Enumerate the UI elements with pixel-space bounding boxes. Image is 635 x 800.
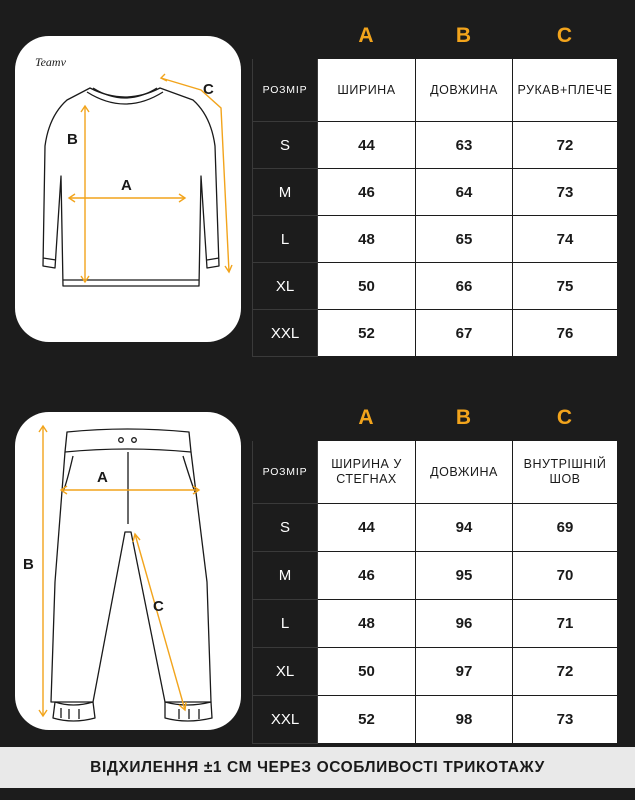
table-row [253, 648, 618, 696]
value-cell: 44 [318, 504, 416, 552]
size-cell: L [253, 600, 318, 648]
pants-size-table [252, 395, 618, 744]
value-cell: 73 [513, 169, 618, 216]
value-cell: 63 [416, 122, 513, 169]
size-header: РОЗМІР [253, 441, 318, 504]
letter-row [253, 396, 618, 441]
column-letter-c: C [513, 396, 618, 441]
table-row [253, 504, 618, 552]
value-cell: 96 [416, 600, 513, 648]
header-hip-width: ШИРИНА У СТЕГНАХ [318, 441, 416, 504]
table-row [253, 169, 618, 216]
value-cell: 70 [513, 552, 618, 600]
value-cell: 44 [318, 122, 416, 169]
table-row [253, 310, 618, 357]
label-a: A [97, 469, 108, 486]
size-cell: XL [253, 648, 318, 696]
value-cell: 66 [416, 263, 513, 310]
value-cell: 46 [318, 169, 416, 216]
pants-diagram [15, 412, 241, 730]
value-cell: 72 [513, 122, 618, 169]
column-letter-a: A [318, 14, 416, 59]
measure-line-c [135, 534, 185, 710]
size-cell: S [253, 504, 318, 552]
brand-logo: Teamv [35, 55, 66, 69]
value-cell: 74 [513, 216, 618, 263]
measure-lines [69, 74, 232, 282]
header-length: ДОВЖИНА [416, 441, 513, 504]
size-cell: M [253, 552, 318, 600]
column-letter-b: B [416, 14, 513, 59]
size-cell: M [253, 169, 318, 216]
header-width: ШИРИНА [318, 59, 416, 122]
label-a: A [121, 177, 132, 194]
value-cell: 71 [513, 600, 618, 648]
header-row [253, 59, 618, 122]
label-c: C [203, 81, 214, 98]
size-cell: XXL [253, 310, 318, 357]
size-cell: XXL [253, 696, 318, 744]
header-inseam: ВНУТРІШНІЙ ШОВ [513, 441, 618, 504]
value-cell: 97 [416, 648, 513, 696]
label-b: B [23, 556, 34, 573]
footer-bar [0, 747, 635, 788]
value-cell: 76 [513, 310, 618, 357]
value-cell: 94 [416, 504, 513, 552]
measure-lines [39, 426, 199, 716]
value-cell: 65 [416, 216, 513, 263]
pants-outline [51, 429, 212, 721]
table-row [253, 263, 618, 310]
value-cell: 48 [318, 216, 416, 263]
label-b: B [67, 131, 78, 148]
value-cell: 73 [513, 696, 618, 744]
column-letter-c: C [513, 14, 618, 59]
value-cell: 98 [416, 696, 513, 744]
header-length: ДОВЖИНА [416, 59, 513, 122]
value-cell: 52 [318, 310, 416, 357]
tolerance-note: ВІДХИЛЕННЯ ±1 СМ ЧЕРЕЗ ОСОБЛИВОСТІ ТРИКОТАЖУ [90, 758, 545, 776]
label-c: C [153, 598, 164, 615]
value-cell: 46 [318, 552, 416, 600]
table-row [253, 552, 618, 600]
header-sleeve-shoulder: РУКАВ+ПЛЕЧЕ [513, 59, 618, 122]
table-row [253, 122, 618, 169]
value-cell: 52 [318, 696, 416, 744]
size-cell: S [253, 122, 318, 169]
column-letter-a: A [318, 396, 416, 441]
letter-row [253, 14, 618, 59]
size-cell: XL [253, 263, 318, 310]
header-row [253, 441, 618, 504]
value-cell: 69 [513, 504, 618, 552]
sweatshirt-diagram [15, 36, 241, 342]
table-row [253, 696, 618, 744]
sweatshirt-size-table [252, 13, 618, 357]
table-row [253, 216, 618, 263]
value-cell: 64 [416, 169, 513, 216]
value-cell: 75 [513, 263, 618, 310]
value-cell: 50 [318, 648, 416, 696]
value-cell: 67 [416, 310, 513, 357]
value-cell: 95 [416, 552, 513, 600]
value-cell: 48 [318, 600, 416, 648]
value-cell: 50 [318, 263, 416, 310]
column-letter-b: B [416, 396, 513, 441]
table-row [253, 600, 618, 648]
value-cell: 72 [513, 648, 618, 696]
pants-diagram-card [15, 412, 241, 730]
size-cell: L [253, 216, 318, 263]
size-header: РОЗМІР [253, 59, 318, 122]
sweatshirt-diagram-card [15, 36, 241, 342]
